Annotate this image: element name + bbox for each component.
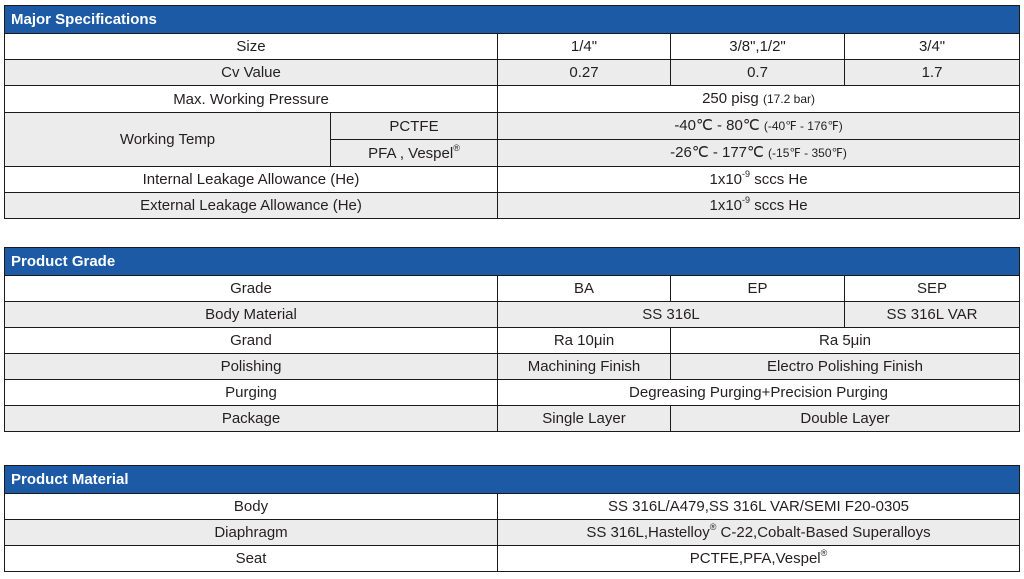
registered-mark: ® [453, 142, 460, 153]
temp-value: -40℃ - 80℃ [674, 117, 760, 134]
temp-material: PCTFE [331, 113, 498, 140]
polishing-label: Polishing [5, 354, 498, 380]
temp-note: (-40℉ - 176℉) [763, 119, 843, 133]
body-material-label: Body Material [5, 302, 498, 328]
product-material-table [4, 465, 1020, 572]
size-cell: 1/4" [498, 34, 671, 60]
purging-label: Purging [5, 380, 498, 406]
grand-label: Grand [5, 328, 498, 354]
purging-cell: Degreasing Purging+Precision Purging [498, 380, 1020, 406]
grade-cell: SEP [845, 276, 1020, 302]
temp-cell [498, 140, 1020, 167]
product-material-title: Product Material [5, 466, 1020, 494]
table-row [5, 302, 1020, 328]
major-specifications-table [4, 5, 1020, 219]
table-row [5, 34, 1020, 60]
temp-cell [498, 113, 1020, 140]
leak-exp: -9 [742, 195, 751, 205]
cv-cell: 0.27 [498, 60, 671, 86]
package-cell: Single Layer [498, 406, 671, 432]
size-cell: 3/4" [845, 34, 1020, 60]
table-row [5, 86, 1020, 113]
temp-material-label: PFA , Vespel [368, 144, 454, 162]
cv-label: Cv Value [5, 60, 498, 86]
table-row [5, 380, 1020, 406]
table-row [5, 520, 1020, 546]
seat-label: Seat [5, 546, 498, 572]
leak-base: 1x10 [709, 171, 743, 188]
table-row [5, 328, 1020, 354]
internal-leak-label: Internal Leakage Allowance (He) [5, 167, 498, 193]
size-cell: 3/8",1/2" [671, 34, 845, 60]
table-row [5, 60, 1020, 86]
body-cell: SS 316L/A479,SS 316L VAR/SEMI F20-0305 [498, 494, 1020, 520]
leak-unit: sccs He [750, 197, 808, 214]
table-row [5, 406, 1020, 432]
table-row [5, 494, 1020, 520]
cv-cell: 1.7 [845, 60, 1020, 86]
temp-label: Working Temp [5, 113, 331, 167]
temp-note: (-15℉ - 350℉) [768, 146, 847, 160]
grand-cell: Ra 5μin [671, 328, 1020, 354]
leak-unit: sccs He [750, 171, 808, 188]
package-cell: Double Layer [671, 406, 1020, 432]
product-grade-table [4, 247, 1020, 432]
leak-exp: -9 [742, 169, 751, 179]
body-label: Body [5, 494, 498, 520]
table-row [5, 276, 1020, 302]
external-leak-label: External Leakage Allowance (He) [5, 193, 498, 219]
seat-value: PCTFE,PFA,Vespel [689, 550, 821, 567]
table-row [5, 546, 1020, 572]
grade-cell: EP [671, 276, 845, 302]
temp-material [331, 140, 498, 167]
grand-cell: Ra 10μin [498, 328, 671, 354]
polishing-cell: Machining Finish [498, 354, 671, 380]
cv-cell: 0.7 [671, 60, 845, 86]
temp-value: -26℃ - 177℃ [670, 144, 764, 161]
diaphragm-cell [498, 520, 1020, 546]
pressure-value: 250 pisg [702, 90, 759, 107]
registered-mark: ® [820, 548, 828, 558]
table-row [5, 113, 1020, 140]
pressure-cell [498, 86, 1020, 113]
polishing-cell: Electro Polishing Finish [671, 354, 1020, 380]
diaphragm-label: Diaphragm [5, 520, 498, 546]
body-material-cell: SS 316L [498, 302, 845, 328]
seat-cell [498, 546, 1020, 572]
internal-leak-cell [498, 167, 1020, 193]
major-specifications-title: Major Specifications [5, 6, 1020, 34]
table-row [5, 167, 1020, 193]
size-label: Size [5, 34, 498, 60]
pressure-note: (17.2 bar) [762, 92, 815, 106]
leak-base: 1x10 [709, 197, 743, 214]
body-material-cell: SS 316L VAR [845, 302, 1020, 328]
grade-cell: BA [498, 276, 671, 302]
external-leak-cell [498, 193, 1020, 219]
pressure-label: Max. Working Pressure [5, 86, 498, 113]
table-row [5, 193, 1020, 219]
registered-mark: ® [709, 522, 717, 532]
grade-label: Grade [5, 276, 498, 302]
table-row [5, 354, 1020, 380]
diaphragm-pre: SS 316L,Hastelloy [586, 524, 710, 541]
package-label: Package [5, 406, 498, 432]
product-grade-title: Product Grade [5, 248, 1020, 276]
diaphragm-post: C-22,Cobalt-Based Superalloys [716, 524, 931, 541]
